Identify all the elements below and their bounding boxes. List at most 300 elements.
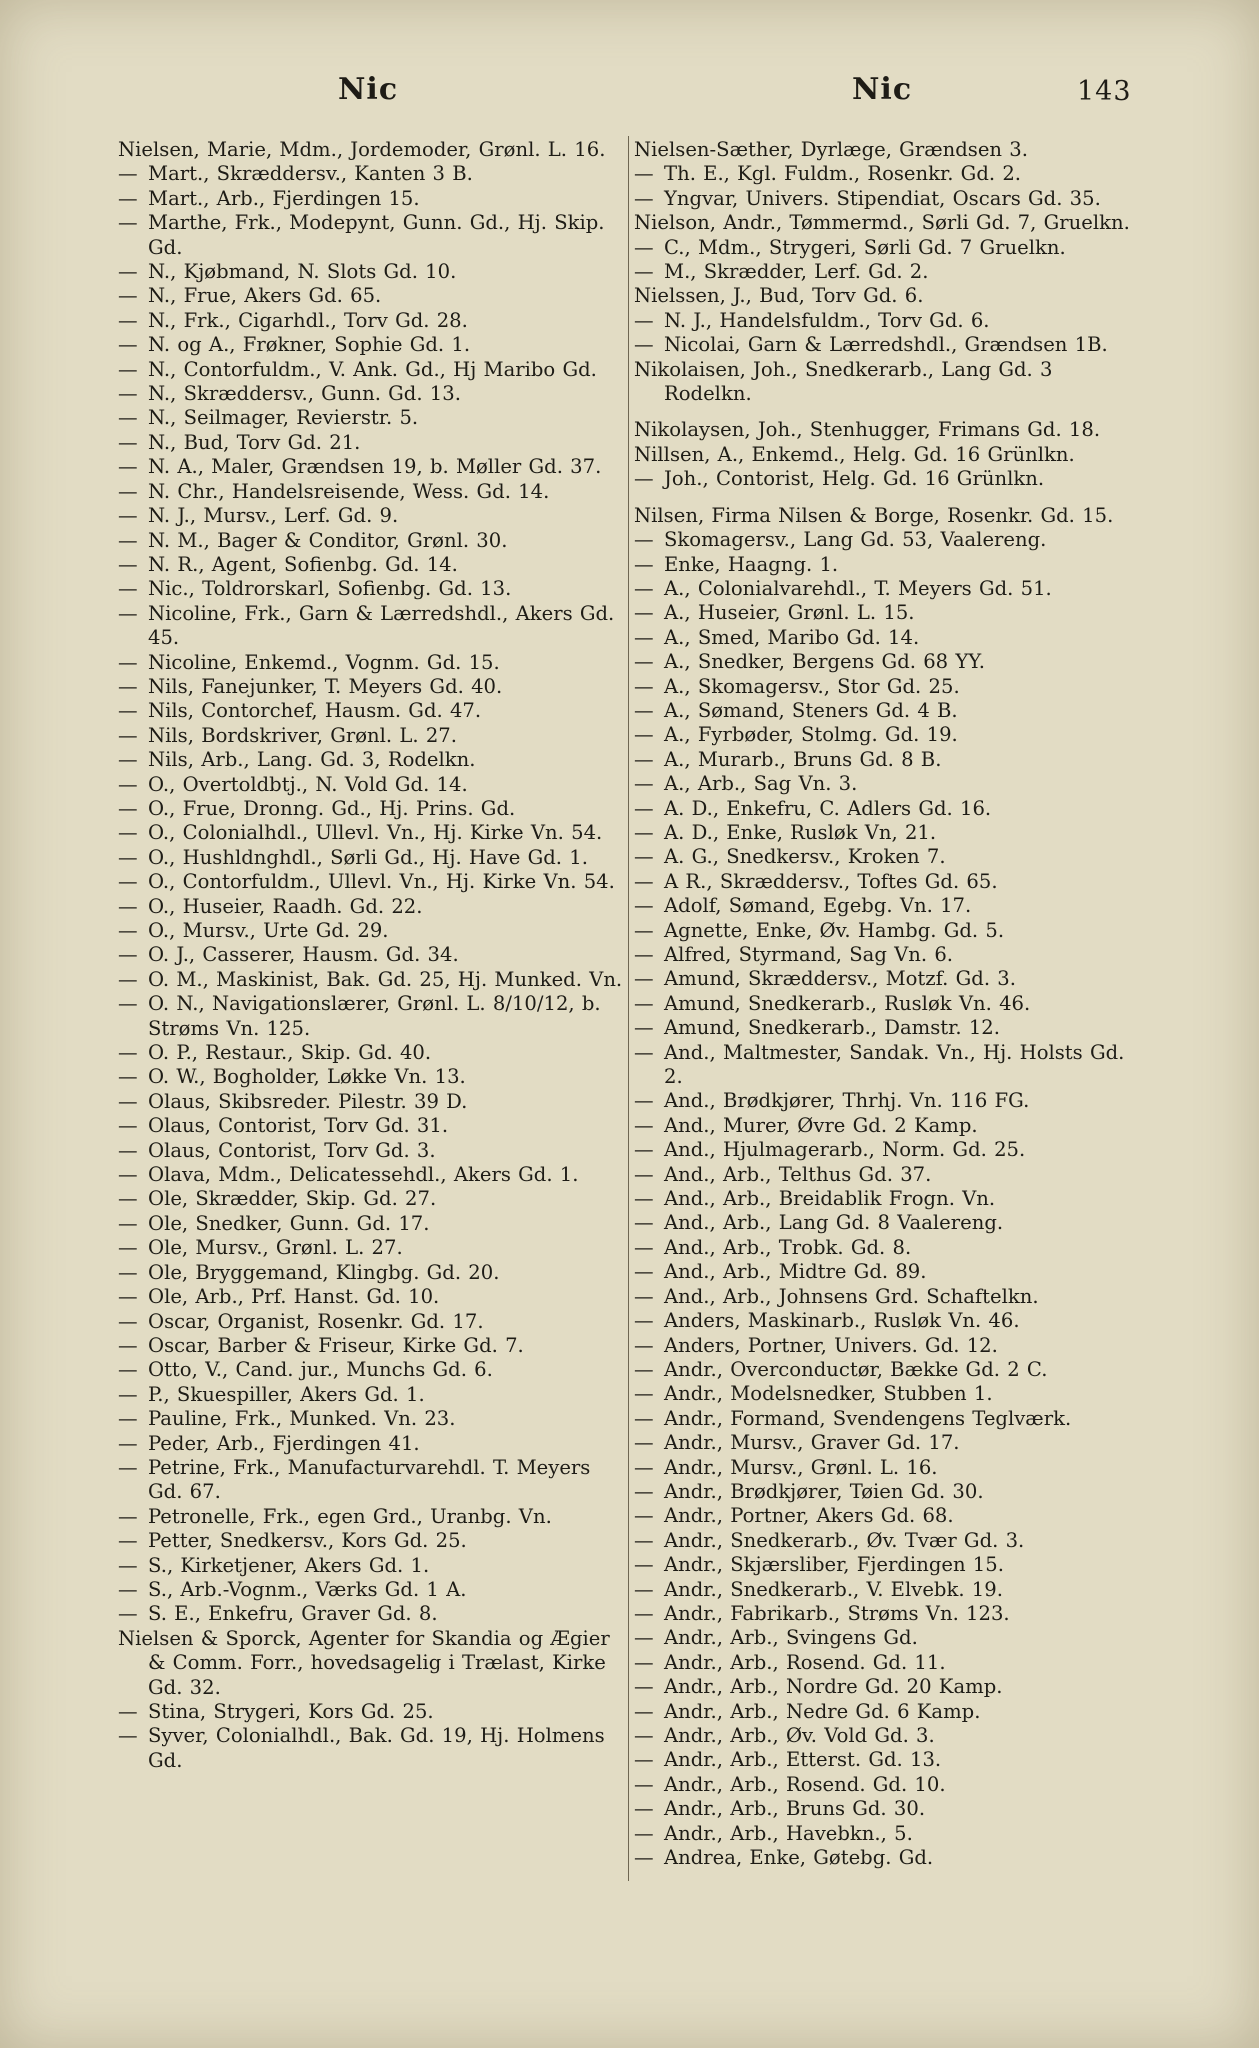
repeat-dash: — <box>118 357 138 381</box>
entry-text: Skomagersv., Lang Gd. 53, Vaalereng. <box>664 528 1047 552</box>
directory-entry <box>634 626 1134 650</box>
directory-entry <box>118 1627 625 1700</box>
repeat-dash: — <box>634 1577 654 1601</box>
entry-text: O. N., Navigationslærer, Grønl. L. 8/10/12, b. Strøms Vn. 125. <box>148 992 601 1040</box>
directory-entry <box>118 602 625 651</box>
directory-entry <box>634 577 1134 601</box>
directory-entry <box>118 1285 625 1309</box>
directory-entry <box>634 1431 1134 1455</box>
directory-entry <box>634 772 1134 796</box>
entry-text: A. D., Enkefru, C. Adlers Gd. 16. <box>664 796 992 820</box>
column-divider <box>628 136 629 1881</box>
directory-entry <box>634 601 1134 625</box>
entry-gap <box>634 406 1134 418</box>
directory-entry <box>634 870 1134 894</box>
entry-text: N. Chr., Handelsreisende, Wess. Gd. 14. <box>148 479 550 503</box>
repeat-dash: — <box>634 894 654 918</box>
entry-text: And., Arb., Breidablik Frogn. Vn. <box>664 1187 996 1211</box>
directory-entry <box>634 138 1134 162</box>
entry-text: A., Snedker, Bergens Gd. 68 YY. <box>664 650 985 674</box>
entry-text: Ole, Bryggemand, Klingbg. Gd. 20. <box>148 1260 500 1284</box>
directory-entry <box>118 1554 625 1578</box>
repeat-dash: — <box>118 601 138 625</box>
repeat-dash: — <box>634 1016 654 1040</box>
repeat-dash: — <box>118 1724 138 1748</box>
entry-text: Andr., Arb., Rosend. Gd. 11. <box>664 1650 946 1674</box>
repeat-dash: — <box>634 747 654 771</box>
entry-text: Andr., Arb., Nordre Gd. 20 Kamp. <box>664 1675 1003 1699</box>
directory-entry <box>118 1163 625 1187</box>
directory-entry <box>118 1310 625 1334</box>
repeat-dash: — <box>118 308 138 332</box>
entry-text: S., Kirketjener, Akers Gd. 1. <box>148 1553 430 1577</box>
repeat-dash: — <box>118 430 138 454</box>
directory-entry <box>118 1724 625 1773</box>
entry-text: Yngvar, Univers. Stipendiat, Oscars Gd. 35. <box>664 186 1101 210</box>
entry-text: Mart., Skræddersv., Kanten 3 B. <box>148 162 473 186</box>
entry-text: Andr., Overconductør, Bække Gd. 2 C. <box>664 1357 1048 1381</box>
entry-text: Oscar, Barber & Friseur, Kirke Gd. 7. <box>148 1333 524 1357</box>
directory-entry <box>118 1114 625 1138</box>
entry-text: Andr., Arb., Havebkn., 5. <box>664 1821 913 1845</box>
entry-text: Mart., Arb., Fjerdingen 15. <box>148 186 420 210</box>
running-head-right: Nic <box>852 72 913 107</box>
entry-text: Enke, Haagng. 1. <box>664 552 839 576</box>
directory-entry <box>634 211 1134 235</box>
directory-entry <box>634 821 1134 845</box>
entry-text: O., Mursv., Urte Gd. 29. <box>148 919 389 942</box>
repeat-dash: — <box>118 577 138 601</box>
directory-entry <box>118 1578 625 1602</box>
entry-text: C., Mdm., Strygeri, Sørli Gd. 7 Gruelkn. <box>664 235 1066 259</box>
entry-text: And., Arb., Midtre Gd. 89. <box>664 1260 927 1284</box>
entry-text: Andr., Formand, Svendengens Teglværk. <box>664 1406 1072 1430</box>
directory-entry <box>634 1260 1134 1284</box>
running-head-left: Nic <box>338 72 399 107</box>
entry-text: Oscar, Organist, Rosenkr. Gd. 17. <box>148 1309 484 1333</box>
directory-entry <box>118 1236 625 1260</box>
repeat-dash: — <box>634 162 654 186</box>
entry-text: Ole, Mursv., Grønl. L. 27. <box>148 1236 403 1260</box>
entry-text: N. J., Handelsfuldm., Torv Gd. 6. <box>664 308 990 332</box>
repeat-dash: — <box>118 967 138 991</box>
entry-text: Nic., Toldrorskarl, Sofienbg. Gd. 13. <box>148 577 512 601</box>
directory-entry <box>634 162 1134 186</box>
entry-text: N. M., Bager & Conditor, Grønl. 30. <box>148 528 508 552</box>
directory-entry <box>118 1456 625 1505</box>
directory-entry <box>634 1822 1134 1846</box>
entry-text: Nicolai, Garn & Lærredshdl., Grændsen 1B. <box>664 333 1108 357</box>
entry-text: O., Hushldnghdl., Sørli Gd., Hj. Have Gd. 1. <box>148 845 588 869</box>
repeat-dash: — <box>634 1748 654 1772</box>
repeat-dash: — <box>118 455 138 479</box>
directory-entry <box>634 1700 1134 1724</box>
directory-entry <box>118 1358 625 1382</box>
entry-text: And., Arb., Trobk. Gd. 8. <box>664 1235 912 1259</box>
entry-text: P., Skuespiller, Akers Gd. 1. <box>148 1382 425 1406</box>
entry-text: Nillsen, A., Enkemd., Helg. Gd. 16 Grünlkn. <box>634 442 1075 466</box>
repeat-dash: — <box>118 1333 138 1357</box>
directory-entry <box>634 1041 1134 1090</box>
repeat-dash: — <box>634 235 654 259</box>
repeat-dash: — <box>634 1113 654 1137</box>
directory-entry <box>118 260 625 284</box>
repeat-dash: — <box>118 1382 138 1406</box>
directory-entry <box>634 748 1134 772</box>
repeat-dash: — <box>634 576 654 600</box>
directory-entry <box>634 418 1134 442</box>
repeat-dash: — <box>118 1089 138 1113</box>
entry-text: A., Huseier, Grønl. L. 15. <box>664 601 915 625</box>
repeat-dash: — <box>634 991 654 1015</box>
entry-text: Nielsen, Marie, Mdm., Jordemoder, Grønl. L. 16. <box>118 138 606 161</box>
repeat-dash: — <box>118 406 138 430</box>
entry-text: Amund, Snedkerarb., Rusløk Vn. 46. <box>664 991 1031 1015</box>
repeat-dash: — <box>118 699 138 723</box>
repeat-dash: — <box>634 723 654 747</box>
directory-entry <box>118 406 625 430</box>
right-column <box>634 138 1134 1870</box>
entry-text: Pauline, Frk., Munked. Vn. 23. <box>148 1407 456 1431</box>
directory-entry <box>634 1138 1134 1162</box>
entry-text: A., Skomagersv., Stor Gd. 25. <box>664 674 960 698</box>
repeat-dash: — <box>634 1138 654 1162</box>
repeat-dash: — <box>634 820 654 844</box>
entry-text: Andr., Brødkjører, Tøien Gd. 30. <box>664 1479 984 1503</box>
entry-text: Nielsen-Sæther, Dyrlæge, Grændsen 3. <box>634 138 1028 161</box>
entry-text: Nicoline, Frk., Garn & Lærredshdl., Akers Gd. 45. <box>148 601 615 650</box>
repeat-dash: — <box>118 552 138 576</box>
entry-text: Andr., Arb., Svingens Gd. <box>664 1626 918 1650</box>
directory-entry <box>634 1407 1134 1431</box>
entry-text: And., Hjulmagerarb., Norm. Gd. 25. <box>664 1138 1026 1162</box>
directory-entry <box>118 1407 625 1431</box>
entry-text: N., Seilmager, Revierstr. 5. <box>148 406 419 430</box>
repeat-dash: — <box>118 1236 138 1260</box>
repeat-dash: — <box>634 698 654 722</box>
entry-text: Olaus, Contorist, Torv Gd. 3. <box>148 1138 436 1162</box>
directory-entry <box>118 1187 625 1211</box>
entry-text: O., Frue, Dronng. Gd., Hj. Prins. Gd. <box>148 796 516 820</box>
repeat-dash: — <box>634 260 654 284</box>
repeat-dash: — <box>634 1357 654 1381</box>
entry-text: O. P., Restaur., Skip. Gd. 40. <box>148 1041 432 1065</box>
entry-text: N. R., Agent, Sofienbg. Gd. 14. <box>148 552 458 576</box>
entry-text: And., Arb., Johnsens Grd. Schaftelkn. <box>664 1284 1039 1308</box>
repeat-dash: — <box>118 479 138 503</box>
repeat-dash: — <box>634 552 654 576</box>
repeat-dash: — <box>118 211 138 235</box>
repeat-dash: — <box>634 1797 654 1821</box>
repeat-dash: — <box>118 1187 138 1211</box>
entry-text: Andr., Arb., Nedre Gd. 6 Kamp. <box>664 1699 981 1723</box>
repeat-dash: — <box>634 1821 654 1845</box>
entry-text: Otto, V., Cand. jur., Munchs Gd. 6. <box>148 1358 493 1382</box>
repeat-dash: — <box>118 943 138 967</box>
directory-entry <box>634 1846 1134 1870</box>
repeat-dash: — <box>634 1260 654 1284</box>
entry-text: A. G., Snedkersv., Kroken 7. <box>664 845 946 869</box>
directory-entry <box>118 1041 625 1065</box>
entry-text: Syver, Colonialhdl., Bak. Gd. 19, Hj. Holmens Gd. <box>148 1724 605 1772</box>
directory-entry <box>634 1309 1134 1333</box>
repeat-dash: — <box>118 674 138 698</box>
repeat-dash: — <box>634 1724 654 1747</box>
directory-entry <box>634 260 1134 284</box>
directory-entry <box>118 1212 625 1236</box>
entry-text: Nielssen, J., Bud, Torv Gd. 6. <box>634 284 924 308</box>
entry-text: Nicoline, Enkemd., Vognm. Gd. 15. <box>148 650 500 674</box>
directory-entry <box>118 480 625 504</box>
repeat-dash: — <box>118 1529 138 1553</box>
entry-text: M., Skrædder, Lerf. Gd. 2. <box>664 260 929 284</box>
entry-text: Th. E., Kgl. Fuldm., Rosenkr. Gd. 2. <box>664 162 1022 186</box>
repeat-dash: — <box>634 1040 654 1064</box>
directory-entry <box>118 1334 625 1358</box>
repeat-dash: — <box>118 772 138 796</box>
entry-text: Peder, Arb., Fjerdingen 41. <box>148 1431 420 1455</box>
directory-entry <box>118 724 625 748</box>
repeat-dash: — <box>118 162 138 186</box>
repeat-dash: — <box>118 1309 138 1333</box>
repeat-dash: — <box>118 845 138 869</box>
entry-text: Petter, Snedkersv., Kors Gd. 25. <box>148 1529 467 1553</box>
directory-entry <box>634 1211 1134 1235</box>
directory-entry <box>634 1114 1134 1138</box>
directory-entry <box>634 309 1134 333</box>
repeat-dash: — <box>118 894 138 918</box>
entry-text: Andr., Arb., Bruns Gd. 30. <box>664 1797 926 1821</box>
directory-entry <box>118 1505 625 1529</box>
directory-entry <box>118 675 625 699</box>
directory-entry <box>634 1285 1134 1309</box>
repeat-dash: — <box>634 625 654 649</box>
directory-entry <box>118 1065 625 1089</box>
entry-text: And., Brødkjører, Thrhj. Vn. 116 FG. <box>664 1089 1030 1113</box>
repeat-dash: — <box>634 796 654 820</box>
directory-entry <box>118 284 625 308</box>
directory-entry <box>634 553 1134 577</box>
directory-entry <box>118 382 625 406</box>
repeat-dash: — <box>118 1358 138 1382</box>
directory-entry <box>634 284 1134 308</box>
repeat-dash: — <box>634 1504 654 1528</box>
repeat-dash: — <box>118 333 138 357</box>
repeat-dash: — <box>118 1504 138 1528</box>
directory-entry <box>118 870 625 894</box>
directory-entry <box>634 1382 1134 1406</box>
entry-gap <box>634 492 1134 504</box>
entry-text: Andr., Fabrikarb., Strøms Vn. 123. <box>664 1601 1010 1625</box>
repeat-dash: — <box>118 1431 138 1455</box>
repeat-dash: — <box>118 1114 138 1138</box>
entry-text: Nielson, Andr., Tømmermd., Sørli Gd. 7, Gruelkn. <box>634 211 1130 235</box>
repeat-dash: — <box>118 186 138 210</box>
entry-text: A., Colonialvarehdl., T. Meyers Gd. 51. <box>664 576 1052 600</box>
repeat-dash: — <box>118 992 138 1016</box>
directory-entry <box>118 553 625 577</box>
directory-entry <box>634 894 1134 918</box>
repeat-dash: — <box>634 308 654 332</box>
repeat-dash: — <box>634 1309 654 1333</box>
repeat-dash: — <box>634 1235 654 1259</box>
entry-text: N., Skræddersv., Gunn. Gd. 13. <box>148 382 461 406</box>
entry-text: A. D., Enke, Rusløk Vn, 21. <box>664 820 937 844</box>
repeat-dash: — <box>118 1163 138 1187</box>
entry-text: Nilsen, Firma Nilsen & Borge, Rosenkr. Gd. 15. <box>634 503 1114 527</box>
directory-entry <box>634 1626 1134 1650</box>
repeat-dash: — <box>118 1065 138 1089</box>
repeat-dash: — <box>118 796 138 820</box>
entry-text: Andr., Snedkerarb., V. Elvebk. 19. <box>664 1577 1003 1601</box>
directory-entry <box>634 797 1134 821</box>
directory-entry <box>634 845 1134 869</box>
entry-text: O. W., Bogholder, Løkke Vn. 13. <box>148 1065 466 1089</box>
repeat-dash: — <box>118 382 138 406</box>
entry-text: And., Maltmester, Sandak. Vn., Hj. Holsts Gd. 2. <box>664 1040 1125 1089</box>
entry-text: Nikolaysen, Joh., Stenhugger, Frimans Gd. 18. <box>634 418 1101 442</box>
entry-text: Nils, Bordskriver, Grønl. L. 27. <box>148 723 457 747</box>
directory-entry <box>118 358 625 382</box>
directory-entry <box>118 187 625 211</box>
entry-text: Petronelle, Frk., egen Grd., Uranbg. Vn. <box>148 1504 552 1528</box>
entry-text: N., Frk., Cigarhdl., Torv Gd. 28. <box>148 308 468 332</box>
repeat-dash: — <box>634 1846 654 1870</box>
directory-entry <box>634 1529 1134 1553</box>
repeat-dash: — <box>634 1406 654 1430</box>
directory-entry <box>118 1139 625 1163</box>
entry-text: Nils, Arb., Lang. Gd. 3, Rodelkn. <box>148 748 476 772</box>
directory-entry <box>118 431 625 455</box>
directory-entry <box>634 919 1134 943</box>
repeat-dash: — <box>634 1772 654 1796</box>
directory-entry <box>118 797 625 821</box>
entry-text: A., Murarb., Bruns Gd. 8 B. <box>664 747 942 771</box>
directory-entry <box>118 651 625 675</box>
directory-entry <box>634 1334 1134 1358</box>
directory-entry <box>118 846 625 870</box>
repeat-dash: — <box>634 650 654 674</box>
directory-entry <box>118 138 625 162</box>
directory-entry <box>634 699 1134 723</box>
entry-text: Andrea, Enke, Gøtebg. Gd. <box>664 1846 934 1870</box>
repeat-dash: — <box>118 650 138 674</box>
entry-text: Nils, Fanejunker, T. Meyers Gd. 40. <box>148 674 503 698</box>
directory-entry <box>634 1236 1134 1260</box>
entry-text: A R., Skræddersv., Toftes Gd. 65. <box>664 869 998 893</box>
entry-text: Andr., Arb., Øv. Vold Gd. 3. <box>664 1724 935 1747</box>
repeat-dash: — <box>634 1455 654 1479</box>
repeat-dash: — <box>634 1333 654 1357</box>
entry-text: Amund, Snedkerarb., Damstr. 12. <box>664 1016 1000 1040</box>
entry-text: O., Contorfuldm., Ullevl. Vn., Hj. Kirke Vn. 54. <box>148 870 615 894</box>
repeat-dash: — <box>118 1553 138 1577</box>
entry-text: S. E., Enkefru, Graver Gd. 8. <box>148 1602 438 1626</box>
directory-entry <box>118 943 625 967</box>
directory-entry <box>118 504 625 528</box>
entry-text: Andr., Snedkerarb., Øv. Tvær Gd. 3. <box>664 1528 1025 1552</box>
directory-entry <box>118 162 625 186</box>
entry-text: Anders, Portner, Univers. Gd. 12. <box>664 1333 998 1357</box>
repeat-dash: — <box>634 601 654 625</box>
entry-text: O., Huseier, Raadh. Gd. 22. <box>148 894 423 918</box>
directory-entry <box>118 309 625 333</box>
directory-entry <box>634 1187 1134 1211</box>
directory-entry <box>118 333 625 357</box>
repeat-dash: — <box>118 260 138 284</box>
directory-entry <box>634 723 1134 747</box>
repeat-dash: — <box>634 772 654 796</box>
directory-entry <box>634 992 1134 1016</box>
entry-text: N., Kjøbmand, N. Slots Gd. 10. <box>148 260 457 284</box>
directory-entry <box>634 967 1134 991</box>
directory-entry <box>634 1504 1134 1528</box>
entry-text: Nikolaisen, Joh., Snedkerarb., Lang Gd. 3 Rodelkn. <box>634 357 1053 406</box>
directory-entry <box>634 504 1134 528</box>
repeat-dash: — <box>118 723 138 747</box>
directory-entry <box>634 1016 1134 1040</box>
repeat-dash: — <box>634 1284 654 1308</box>
entry-text: Andr., Mursv., Grønl. L. 16. <box>664 1455 938 1479</box>
entry-text: A., Sømand, Steners Gd. 4 B. <box>664 698 958 722</box>
repeat-dash: — <box>634 1626 654 1650</box>
directory-entry <box>634 675 1134 699</box>
entry-text: Andr., Skjærsliber, Fjerdingen 15. <box>664 1553 1004 1577</box>
directory-entry <box>634 1748 1134 1772</box>
repeat-dash: — <box>118 1285 138 1309</box>
entry-text: Stina, Strygeri, Kors Gd. 25. <box>148 1700 434 1723</box>
entry-text: O., Overtoldbtj., N. Vold Gd. 14. <box>148 772 468 796</box>
entry-text: And., Murer, Øvre Gd. 2 Kamp. <box>664 1113 978 1137</box>
entry-text: Nielsen & Sporck, Agenter for Skandia og Ægier & Comm. Forr., hovedsagelig i Trælast, Kirke Gd. 32. <box>118 1626 610 1699</box>
entry-text: Petrine, Frk., Manufacturvarehdl. T. Meyers Gd. 67. <box>148 1455 591 1504</box>
repeat-dash: — <box>634 528 654 552</box>
repeat-dash: — <box>634 845 654 869</box>
directory-entry <box>634 1553 1134 1577</box>
directory-entry <box>634 1797 1134 1821</box>
repeat-dash: — <box>634 1431 654 1455</box>
page-number: 143 <box>1077 76 1132 107</box>
entry-text: Alfred, Styrmand, Sag Vn. 6. <box>664 943 954 966</box>
entry-text: Joh., Contorist, Helg. Gd. 16 Grünlkn. <box>664 467 1045 491</box>
repeat-dash: — <box>634 186 654 210</box>
directory-entry <box>634 443 1134 467</box>
entry-text: Adolf, Sømand, Egebg. Vn. 17. <box>664 894 972 918</box>
repeat-dash: — <box>634 943 654 966</box>
directory-entry <box>634 1724 1134 1748</box>
repeat-dash: — <box>118 504 138 528</box>
entry-text: Amund, Skræddersv., Motzf. Gd. 3. <box>664 967 1016 991</box>
repeat-dash: — <box>634 918 654 942</box>
directory-entry <box>118 1700 625 1724</box>
directory-entry <box>634 1675 1134 1699</box>
entry-text: Ole, Snedker, Gunn. Gd. 17. <box>148 1211 430 1235</box>
repeat-dash: — <box>118 1602 138 1626</box>
repeat-dash: — <box>118 284 138 308</box>
repeat-dash: — <box>634 674 654 698</box>
directory-entry <box>634 1163 1134 1187</box>
entry-text: And., Arb., Telthus Gd. 37. <box>664 1162 932 1186</box>
directory-entry <box>118 748 625 772</box>
repeat-dash: — <box>118 1577 138 1601</box>
repeat-dash: — <box>634 1382 654 1406</box>
directory-entry <box>634 1089 1134 1113</box>
repeat-dash: — <box>634 1187 654 1211</box>
entry-text: N. A., Maler, Grændsen 19, b. Møller Gd. 37. <box>148 455 602 479</box>
directory-entry <box>118 1529 625 1553</box>
directory-entry <box>118 455 625 479</box>
repeat-dash: — <box>634 1553 654 1577</box>
